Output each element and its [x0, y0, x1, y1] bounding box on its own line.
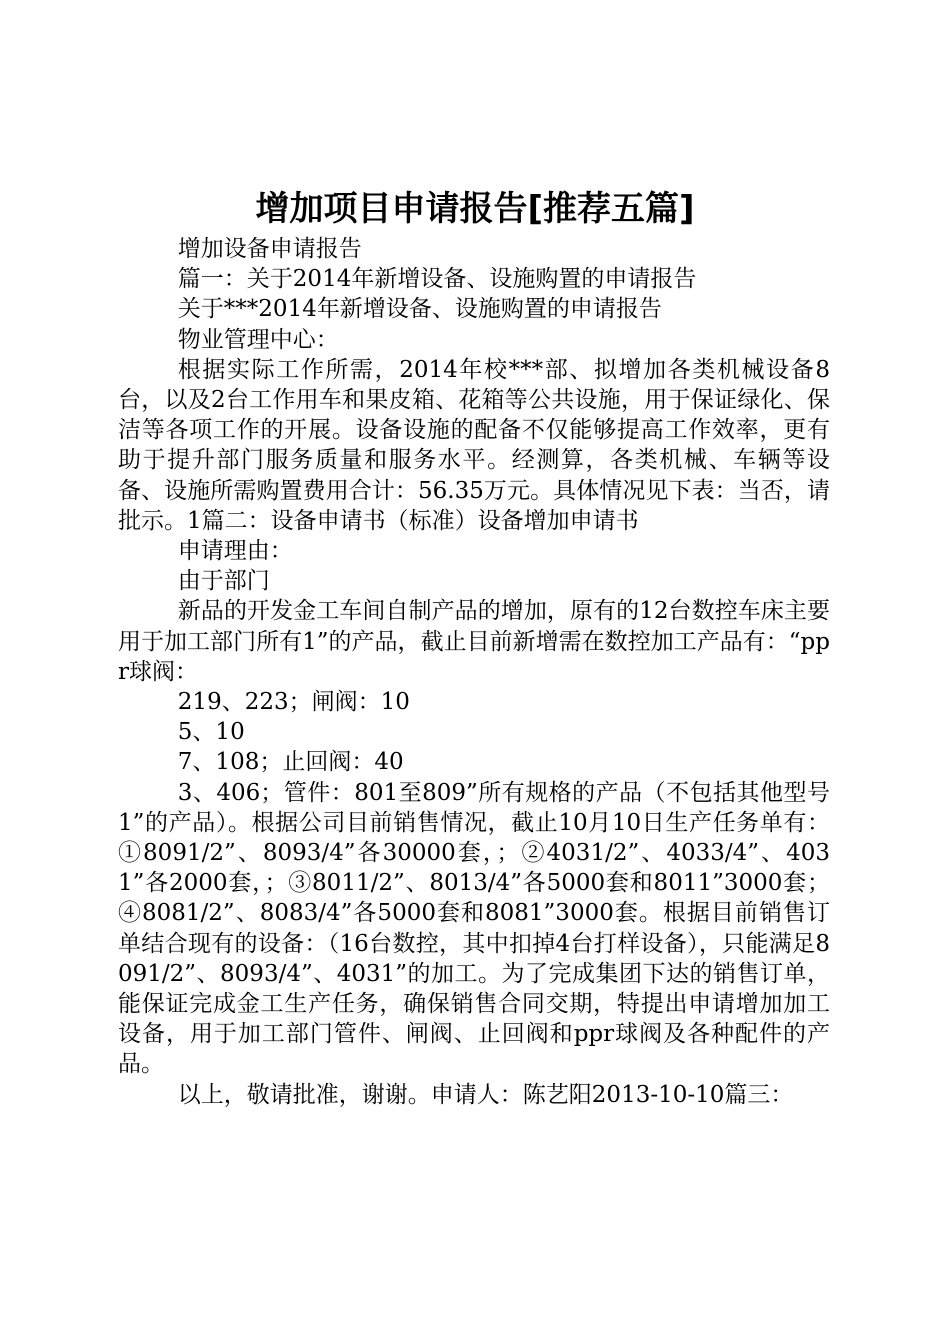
paragraph: 物业管理中心：	[177, 326, 339, 353]
paragraph: 以上，敬请批准，谢谢。申请人：陈艺阳2013-10-10篇三：	[177, 1081, 794, 1108]
document-title: 增加项目申请报告[推荐五篇]	[255, 189, 695, 229]
paragraph: 根据实际工作所需，2014年校***部、拟增加各类机械设备8台，以及2台工作用车和果皮箱、花箱等公共设施，用于保证绿化、保洁等各项工作的开展。设备设施的配备不仅能够提高工作效率，更有助于提升部门服务质量和服务水平。经测算，各类机械、车辆等设备、设施所需购置费用合计：56.35万元。具体情况见下表：当否，请批示。1篇二：设备申请书（标准）设备增加申请书	[118, 356, 830, 534]
paragraph: 篇一：关于2014年新增设备、设施购置的申请报告	[177, 266, 697, 293]
paragraph: 3、406；管件：801至809”所有规格的产品（不包括其他型号1”的产品）。根据公司目前销售情况，截止10月10日生产任务单有：①8091/2”、8093/4”各30000套，；②4031/2”、4033/4”、4031”各2000套，；③8011/2”、8013/4”各5000套和8011”3000套；④8081/2”、8083/4”各5000套和8081”3000套。根据目前销售订单结合现有的设备：（16台数控，其中扣掉4台打样设备），只能满足8091/2”、8093/4”、4031”的加工。为了完成集团下达的销售订单，能保证完成金工生产任务，确保销售合同交期，特提出申请增加加工设备，用于加工部门管件、闸阀、止回阀和ppr球阀及各种配件的产品。	[118, 779, 830, 1078]
paragraph: 219、223；闸阀：10	[177, 689, 410, 716]
paragraph: 新品的开发金工车间自制产品的增加，原有的12台数控车床主要用于加工部门所有1”的产品，截止目前新增需在数控加工产品有：“ppr球阀：	[118, 598, 830, 685]
paragraph: 由于部门	[177, 568, 270, 595]
document-body	[118, 234, 830, 1110]
paragraph: 申请理由：	[177, 538, 293, 565]
paragraph: 增加设备申请报告	[177, 236, 362, 262]
paragraph: 5、10	[177, 719, 245, 746]
paragraph: 7、108；止回阀：40	[177, 749, 404, 776]
paragraph: 关于***2014年新增设备、设施购置的申请报告	[177, 296, 662, 323]
